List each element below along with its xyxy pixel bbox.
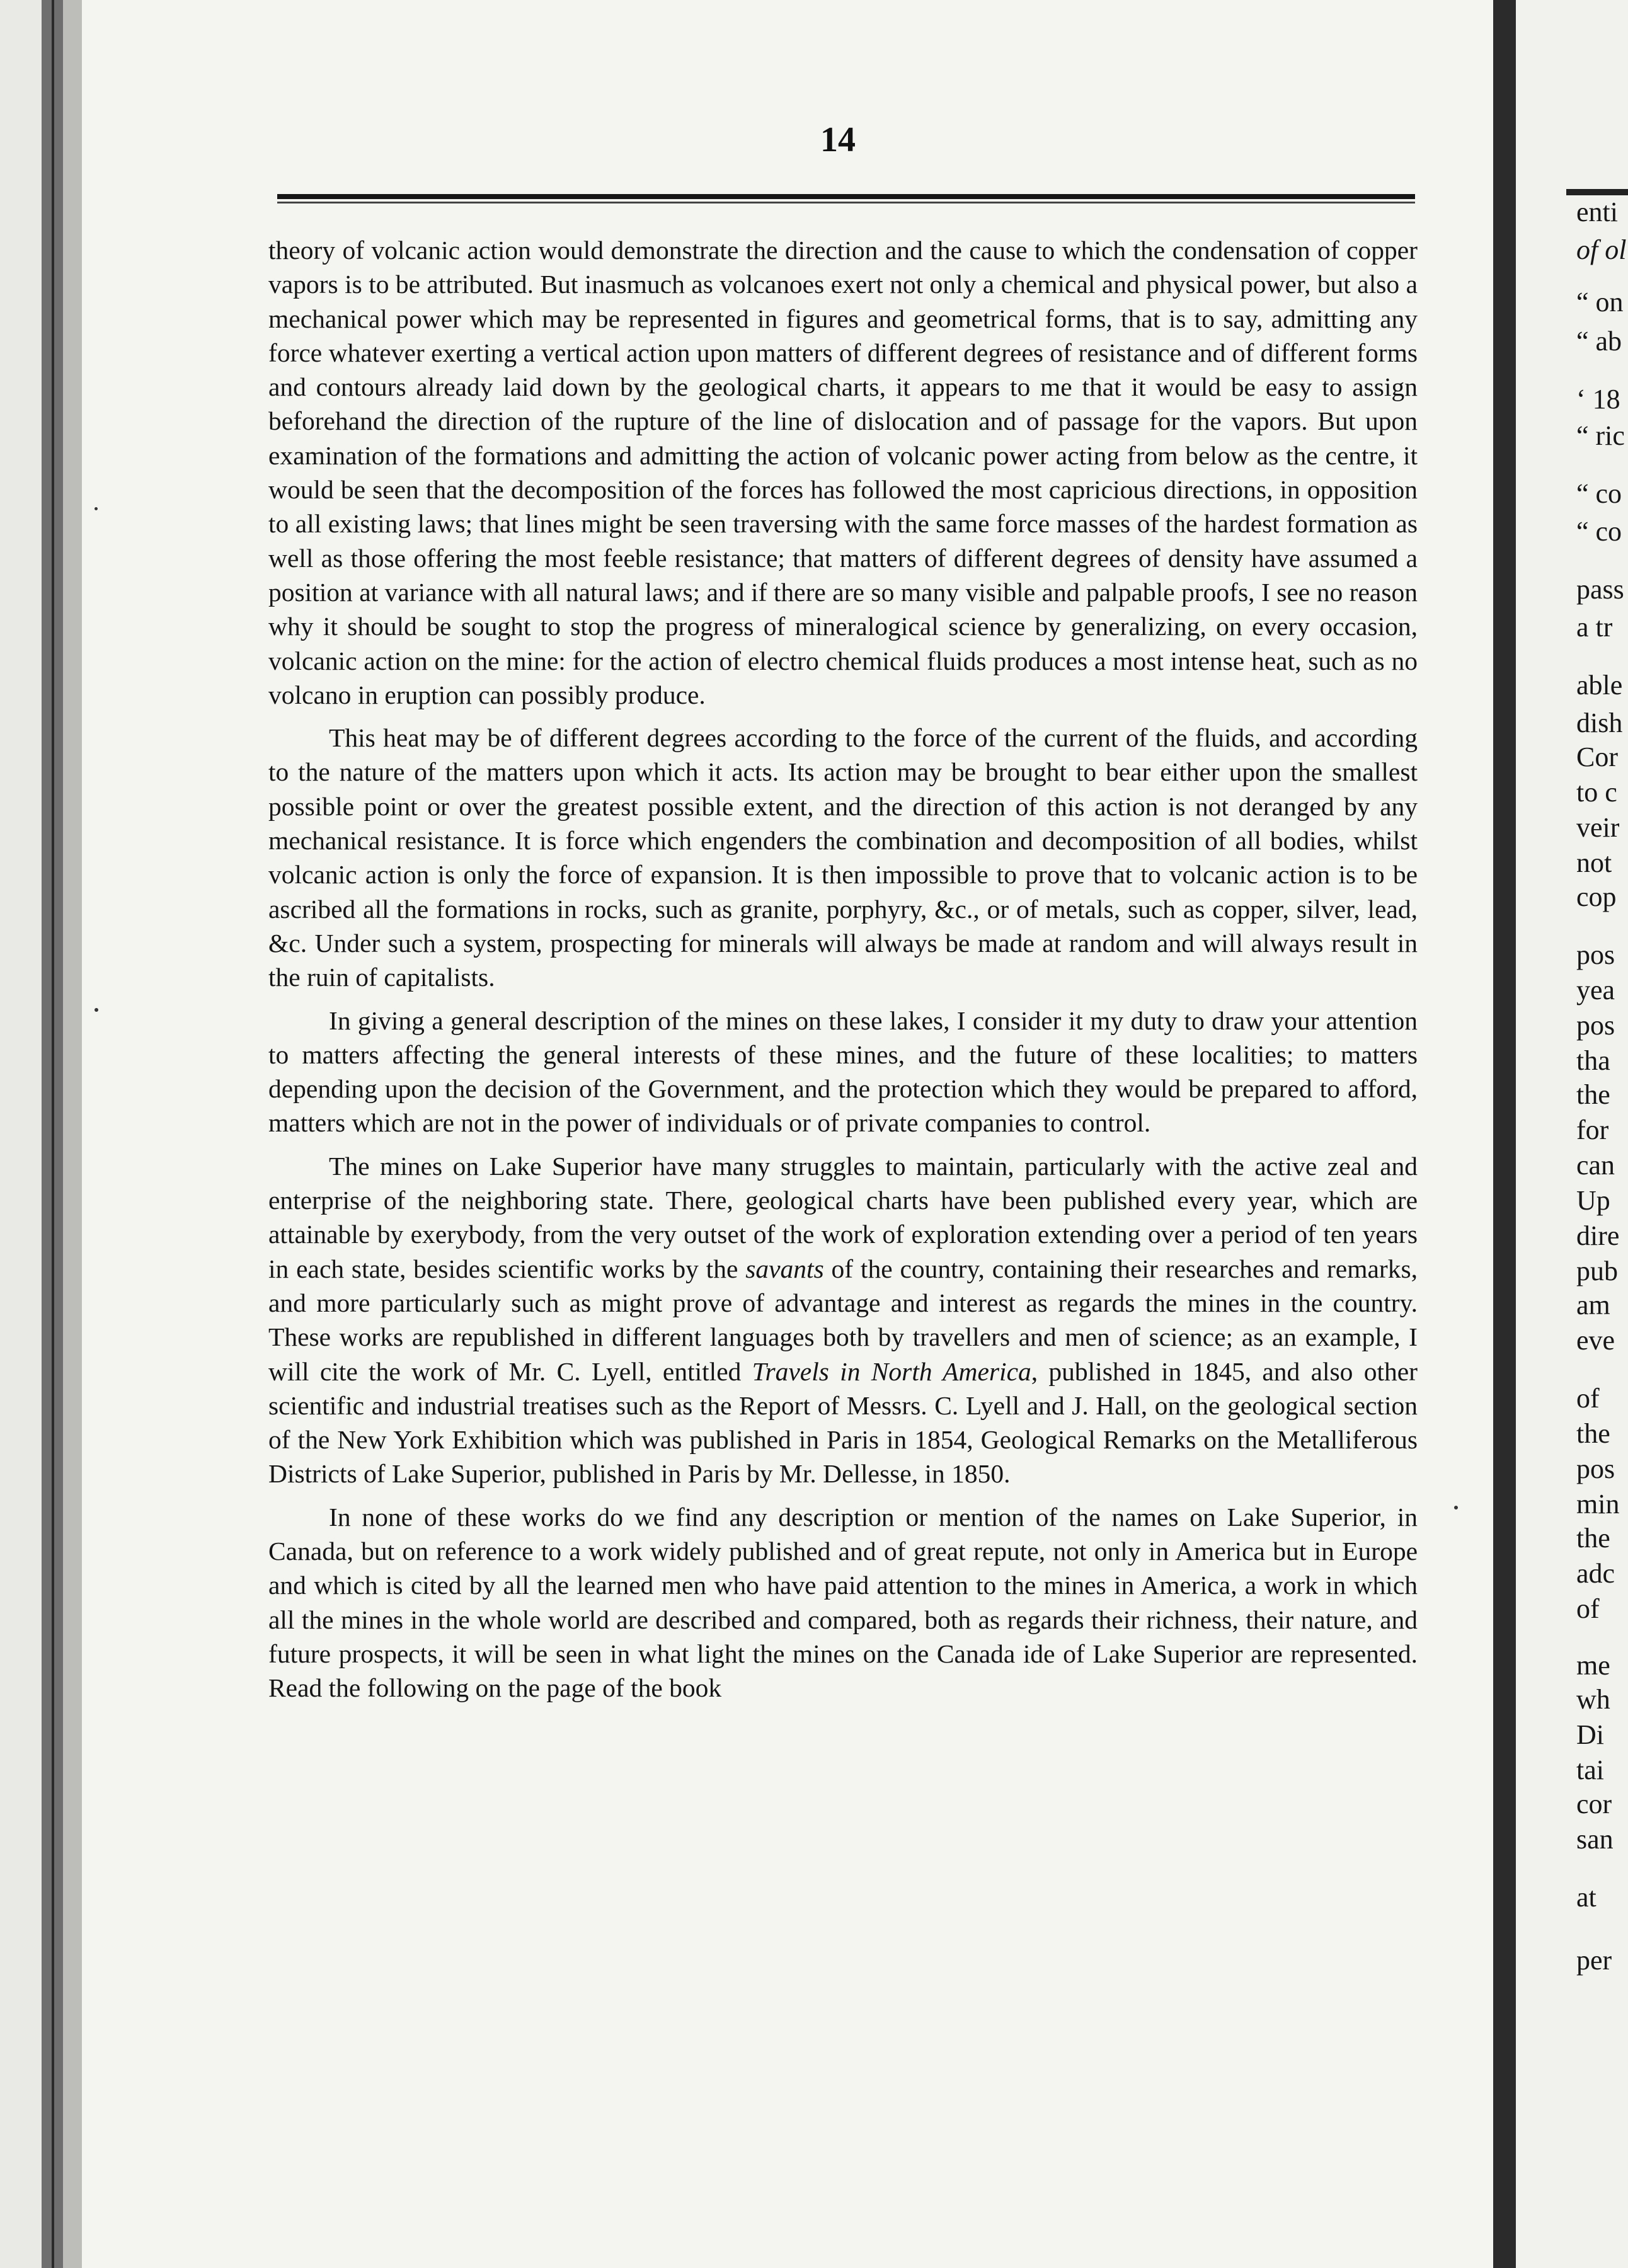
facing-page-fragment: a tr [1576,612,1613,643]
facing-page-fragment: “ co [1576,478,1622,509]
facing-page-fragment: tha [1576,1045,1610,1076]
facing-page-fragment: tai [1576,1755,1604,1785]
facing-page-fragment: “ on [1576,287,1624,318]
paragraph [268,1004,1418,1140]
page-number: 14 [820,120,856,159]
text-run: In giving a general description of the mines on these lakes, I consider it my duty to draw your attention to matters affecting the general interests of these mines, and the future of these localities; to matters depending upon the decision of the Government, and the protection which they would be prepared to afford, matters which are not in the power of individuals or of private companies to control. [268,1005,1418,1138]
text-run: theory of volcanic action would demonstrate the direction and the cause to which the condensation of copper vapors is to be attributed. But inasmuch as volcanoes exert not only a chemical and physical power, but also a mechanical power which may be represented in figures and geometrical forms, that is to say, admitting any force whatever exerting a vertical action upon matters of different degrees of resistance and of different forms and contours already laid down by the geological charts, it appears to me that it would be easy to assign beforehand the direction of the rupture of the line of dislocation and of passage for the vapors. But upon examination of the formations and admitting the action of volcanic power acting from below as the centre, it would be seen that the decomposition of the forces has followed the most capricious directions, in opposition to all existing laws; that lines might be seen traversing with the same force masses of the hardest formation as well as those offering the most feeble resistance; that matters of different degrees of density have assumed a position at variance with all natural laws; and if there are so many visible and palpable proofs, I see no reason why it should be sought to stop the progress of mineralogical science by generalizing, on every occasion, volcanic action on the mine: for the action of electro chemical fluids produces a most intense heat, such as no volcano in eruption can possibly produce. [268,236,1418,709]
facing-page-fragment: Cor [1576,742,1618,772]
facing-page-fragment: dish [1576,707,1623,738]
facing-page-fragment: the [1576,1079,1610,1110]
facing-page-fragment: of ol [1576,234,1627,265]
facing-page-rule [1566,189,1628,195]
facing-page-fragment: “ ab [1576,326,1622,357]
facing-page-fragment: at [1576,1882,1596,1913]
paragraph [268,721,1418,994]
facing-page-fragment: eve [1576,1325,1615,1356]
facing-page-fragment: pass [1576,574,1624,605]
paragraph [268,1149,1418,1491]
facing-page-fragment: pos [1576,1453,1615,1484]
text-run: of the country, containing their researches and remarks, and more particularly such as might prove of advantage and interest as regards the mines in the country. These works are republished in different languages both by travellers and men of science; as an example, I will cite the work of Mr. C. Lyell, entitled [268,1254,1418,1386]
facing-page-fragment: am [1576,1290,1610,1320]
facing-page-fragment: cor [1576,1789,1612,1819]
facing-page-fragment: pos [1576,1010,1615,1041]
text-run: This heat may be of different degrees according to the force of the current of the fluids, and according to the nature of the matters upon which it acts. Its action may be brought to bear either upon the smallest possible point or over the greatest possible extent, and the direction of this action is not deranged by any mechanical resistance. It is force which engenders the combination and decomposition of all bodies, whilst volcanic action is only the force of expansion. It is then impossible to prove that to volcanic action is to be ascribed all the formations in rocks, such as granite, porphyry, &c., or of metals, such as copper, silver, lead, &c. Under such a system, prospecting for minerals will always be made at random and will always result in the ruin of capitalists. [268,723,1418,992]
facing-page-fragment: the [1576,1418,1610,1449]
facing-page-fragment: min [1576,1489,1620,1520]
header-rule [277,194,1415,199]
facing-page-fragment: of [1576,1383,1600,1414]
facing-page-fragment: pub [1576,1256,1618,1286]
paragraph [268,1500,1418,1705]
scan-speck [1454,1506,1458,1509]
book-gutter [1493,0,1516,2268]
facing-page-fragment: not [1576,847,1612,878]
facing-page-fragment: to c [1576,777,1617,808]
italic-text: savants [745,1254,824,1283]
scan-speck [95,1008,98,1012]
facing-page-fragment: adc [1576,1558,1615,1589]
scan-left-edge-line [52,0,54,2268]
facing-page-fragment: me [1576,1650,1610,1681]
facing-page-fragment: “ ric [1576,420,1625,451]
facing-page-fragment: enti [1576,197,1618,227]
scan-speck [95,507,98,510]
facing-page-fragment: “ co [1576,516,1622,547]
facing-page-fragment: Up [1576,1185,1610,1216]
facing-page-fragment: yea [1576,975,1615,1005]
facing-page-fragment: pos [1576,939,1615,970]
paragraph [268,233,1418,712]
facing-page-fragment: the [1576,1523,1610,1554]
text-run: , published in 1845, and also other scientific and industrial treatises such as the Report of Messrs. C. Lyell and J. Hall, on the geological section of the New York Exhibition which was published in Paris in 1854, Geological Remarks on the Metalliferous Districts of Lake Superior, published in Paris by Mr. Dellesse, in 1850. [268,1356,1418,1489]
facing-page-fragment: Di [1576,1719,1604,1750]
text-run: The mines on Lake Superior have many struggles to maintain, particularly with the active zeal and enterprise of the neighboring state. There, geological charts have been published every year, which are attainable by exerybody, from the very outset of the work of exploration extending over a period of ten years in each state, besides scientific works by the [268,1151,1418,1283]
header-rule-thin [277,202,1415,203]
facing-page-fragment: dire [1576,1220,1620,1251]
facing-page-fragment: able [1576,670,1623,701]
text-run: In none of these works do we find any description or mention of the names on Lake Superior, in Canada, but on reference to a work widely published and of great repute, not only in America but in Europe and which is cited by all the learned men who have paid attention to the mines in America, a work in which all the mines in the whole world are described and compared, both as regards their richness, their nature, and future prospects, it will be seen in what light the mines on the Canada ide of Lake Superior are represented. Read the following on the page of the book [268,1502,1418,1703]
facing-page-fragment: wh [1576,1684,1610,1715]
facing-page-fragment: veir [1576,812,1620,843]
facing-page-fragment: cop [1576,881,1617,912]
facing-page-fragment: ‘ 18 [1576,384,1620,415]
facing-page-fragment: can [1576,1150,1615,1181]
facing-page-fragment: of [1576,1593,1600,1624]
italic-text: Travels in North America [752,1356,1031,1386]
facing-page [1516,0,1628,2268]
scan-left-margin-shadow [63,0,82,2268]
facing-page-fragment: per [1576,1945,1612,1976]
facing-page-fragment: for [1576,1114,1609,1145]
body-text [268,233,1418,1705]
facing-page-fragment: san [1576,1824,1614,1855]
